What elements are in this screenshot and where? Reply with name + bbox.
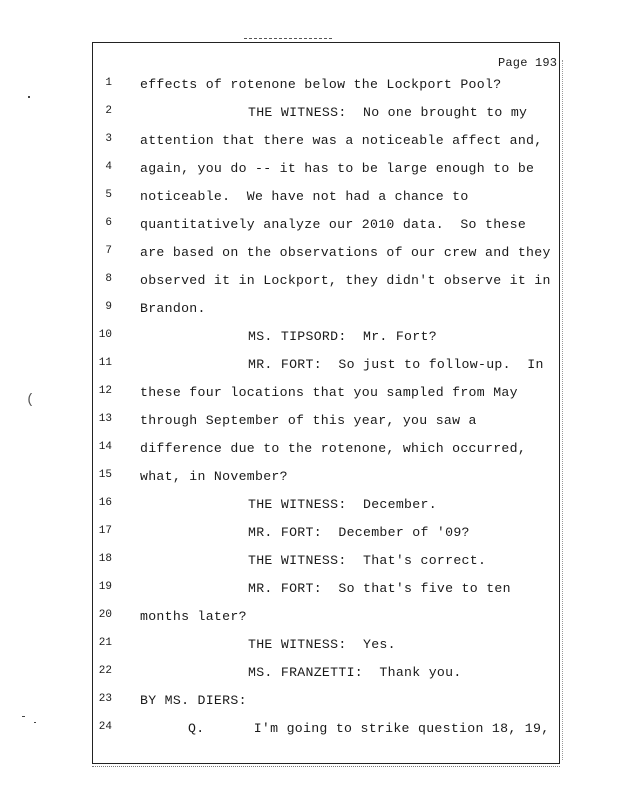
line-number: 13 xyxy=(98,413,112,425)
line-13 xyxy=(0,413,618,433)
line-text: MR. FORT: December of '09? xyxy=(248,525,470,540)
line-text: through September of this year, you saw a xyxy=(140,413,477,428)
line-6 xyxy=(0,217,618,237)
line-text: effects of rotenone below the Lockport Pool? xyxy=(140,77,502,92)
line-9 xyxy=(0,301,618,321)
line-number: 22 xyxy=(98,665,112,677)
line-text: noticeable. We have not had a chance to xyxy=(140,189,469,204)
line-number: 12 xyxy=(98,385,112,397)
line-number: 9 xyxy=(105,301,112,313)
line-number: 19 xyxy=(98,581,112,593)
line-text: attention that there was a noticeable affect and, xyxy=(140,133,543,148)
line-number: 7 xyxy=(105,245,112,257)
line-text: MS. TIPSORD: Mr. Fort? xyxy=(248,329,437,344)
line-number: 23 xyxy=(98,693,112,705)
line-14 xyxy=(0,441,618,461)
line-number: 11 xyxy=(98,357,112,369)
line-number: 20 xyxy=(98,609,112,621)
line-text: MR. FORT: So just to follow-up. In xyxy=(248,357,544,372)
line-17 xyxy=(0,525,618,545)
line-21 xyxy=(0,637,618,657)
line-text: these four locations that you sampled from May xyxy=(140,385,518,400)
line-22 xyxy=(0,665,618,685)
line-text: observed it in Lockport, they didn't observe it in xyxy=(140,273,551,288)
line-number: 15 xyxy=(98,469,112,481)
line-number: 6 xyxy=(105,217,112,229)
line-number: 1 xyxy=(105,77,112,89)
line-2 xyxy=(0,105,618,125)
line-text: THE WITNESS: That's correct. xyxy=(248,553,487,568)
page-number: Page 193 xyxy=(498,56,558,70)
line-number: 18 xyxy=(98,553,112,565)
line-1 xyxy=(0,77,618,97)
line-number: 4 xyxy=(105,161,112,173)
line-12 xyxy=(0,385,618,405)
line-number: 3 xyxy=(105,133,112,145)
line-text: THE WITNESS: Yes. xyxy=(248,637,396,652)
line-text: again, you do -- it has to be large enough to be xyxy=(140,161,535,176)
line-number: 24 xyxy=(98,721,112,733)
line-text: Q. I'm going to strike question 18, 19, xyxy=(188,721,550,736)
margin-bracket-mark: ( xyxy=(26,392,35,408)
line-text: Brandon. xyxy=(140,301,206,316)
line-number: 16 xyxy=(98,497,112,509)
line-text: THE WITNESS: December. xyxy=(248,497,437,512)
line-3 xyxy=(0,133,618,153)
bottom-scan-artifact xyxy=(92,766,560,767)
line-23 xyxy=(0,693,618,713)
line-text: MR. FORT: So that's five to ten xyxy=(248,581,511,596)
line-text: months later? xyxy=(140,609,247,624)
line-text: difference due to the rotenone, which occurred, xyxy=(140,441,527,456)
line-number: 17 xyxy=(98,525,112,537)
line-4 xyxy=(0,161,618,181)
top-scan-artifact xyxy=(244,38,332,39)
line-number: 8 xyxy=(105,273,112,285)
line-15 xyxy=(0,469,618,489)
line-number: 2 xyxy=(105,105,112,117)
line-number: 5 xyxy=(105,189,112,201)
line-11 xyxy=(0,357,618,377)
line-text: BY MS. DIERS: xyxy=(140,693,247,708)
line-text: are based on the observations of our crew and they xyxy=(140,245,551,260)
line-20 xyxy=(0,609,618,629)
line-number: 21 xyxy=(98,637,112,649)
line-5 xyxy=(0,189,618,209)
line-text: quantitatively analyze our 2010 data. So these xyxy=(140,217,527,232)
line-7 xyxy=(0,245,618,265)
line-number: 14 xyxy=(98,441,112,453)
line-text: what, in November? xyxy=(140,469,288,484)
line-18 xyxy=(0,553,618,573)
line-19 xyxy=(0,581,618,601)
line-text: MS. FRANZETTI: Thank you. xyxy=(248,665,462,680)
line-24 xyxy=(0,721,618,741)
line-text: THE WITNESS: No one brought to my xyxy=(248,105,528,120)
line-number: 10 xyxy=(98,329,112,341)
line-10 xyxy=(0,329,618,349)
line-16 xyxy=(0,497,618,517)
line-8 xyxy=(0,273,618,293)
scan-speck xyxy=(22,716,25,717)
